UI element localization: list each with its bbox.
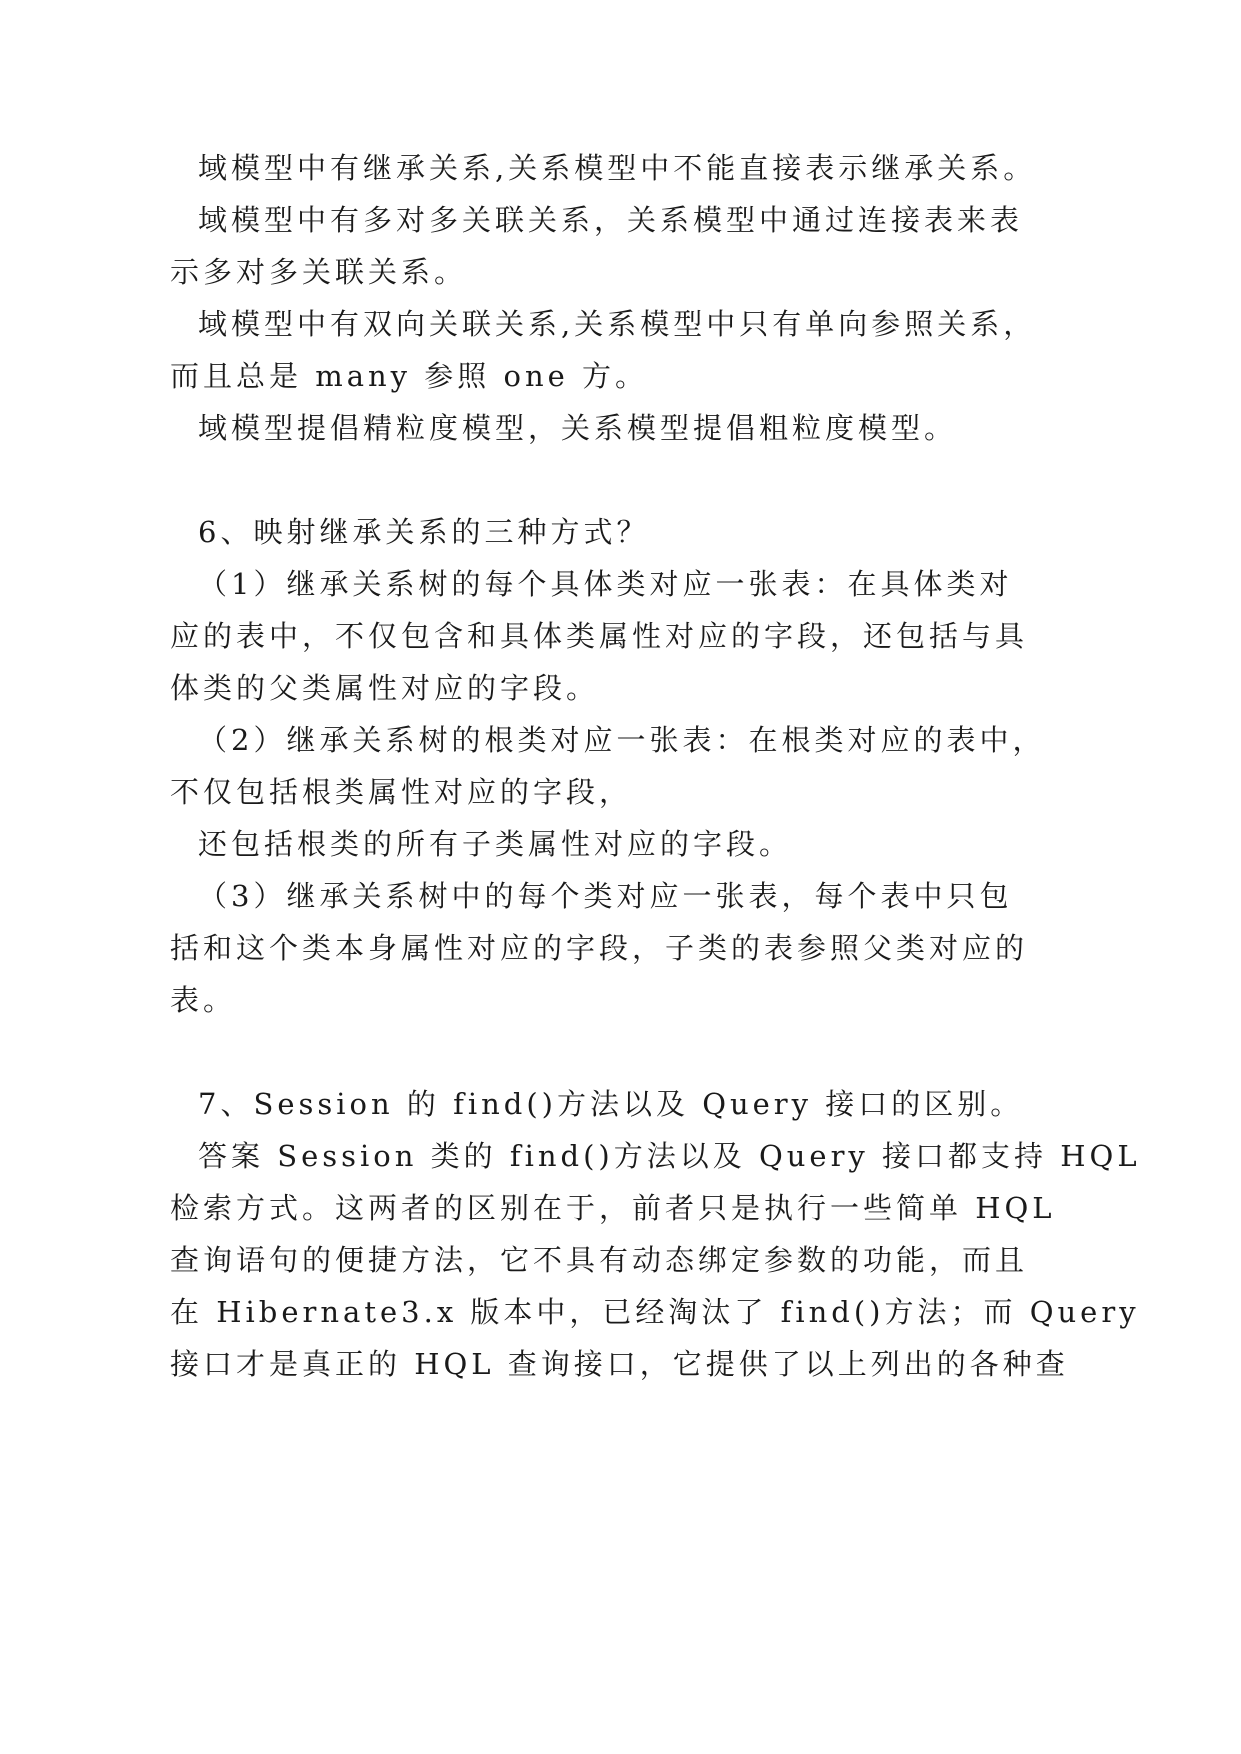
text-line: 体类的父类属性对应的字段。: [170, 671, 600, 705]
section-heading: 6、映射继承关系的三种方式？: [198, 515, 650, 549]
text-line: 答案 Session 类的 find()方法以及 Query 接口都支持 HQL: [198, 1139, 1141, 1173]
text-line: 域模型中有继承关系,关系模型中不能直接表示继承关系。: [198, 151, 1037, 185]
text-line: 应的表中，不仅包含和具体类属性对应的字段，还包括与具: [170, 619, 1029, 653]
text-line: 查询语句的便捷方法，它不具有动态绑定参数的功能，而且: [170, 1243, 1029, 1277]
text-line: 还包括根类的所有子类属性对应的字段。: [198, 827, 793, 861]
text-line: 括和这个类本身属性对应的字段，子类的表参照父类对应的: [170, 931, 1029, 965]
text-line: （1）继承关系树的每个具体类对应一张表：在具体类对: [198, 567, 1013, 601]
text-line: （3）继承关系树中的每个类对应一张表，每个表中只包: [198, 879, 1013, 913]
text-line: 域模型中有双向关联关系,关系模型中只有单向参照关系，: [198, 307, 1037, 341]
text-line: 表。: [170, 983, 237, 1017]
text-line: 接口才是真正的 HQL 查询接口，它提供了以上列出的各种查: [170, 1347, 1069, 1381]
text-line: 在 Hibernate3.x 版本中，已经淘汰了 find()方法；而 Query: [170, 1295, 1140, 1329]
text-line: 检索方式。这两者的区别在于，前者只是执行一些简单 HQL: [170, 1191, 1056, 1225]
section-heading: 7、Session 的 find()方法以及 Query 接口的区别。: [198, 1087, 1024, 1121]
text-line: 示多对多关联关系。: [170, 255, 468, 289]
text-line: （2）继承关系树的根类对应一张表：在根类对应的表中，: [198, 723, 1046, 757]
text-line: 而且总是 many 参照 one 方。: [170, 359, 649, 393]
text-line: 域模型中有多对多关联关系，关系模型中通过连接表来表: [198, 203, 1024, 237]
text-line: 域模型提倡精粒度模型，关系模型提倡粗粒度模型。: [198, 411, 958, 445]
text-line: 不仅包括根类属性对应的字段，: [170, 775, 633, 809]
